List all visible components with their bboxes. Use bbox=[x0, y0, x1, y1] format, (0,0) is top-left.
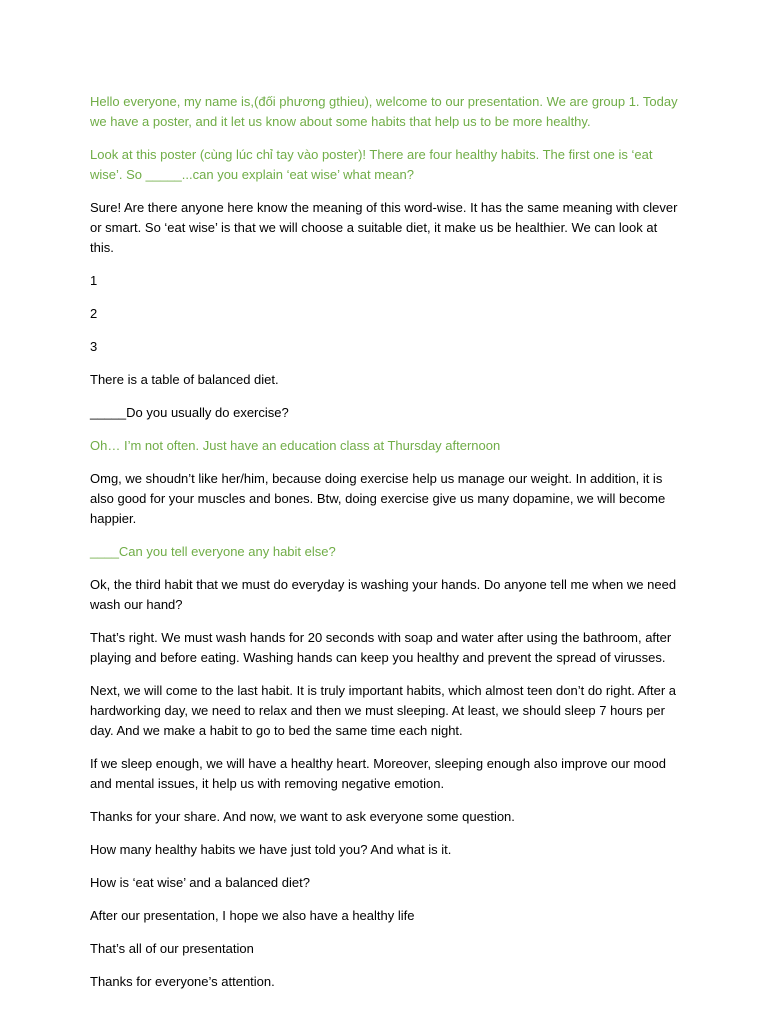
paragraph-exercise-answer: Oh… I’m not often. Just have an education class at Thursday afternoon bbox=[90, 438, 501, 453]
paragraph-question-1: How many healthy habits we have just told you? And what is it. bbox=[90, 842, 452, 857]
paragraph-wash-hands: Ok, the third habit that we must do everyday is washing your hands. Do anyone tell me when we need wash our hand? bbox=[90, 577, 677, 612]
list-number-3: 3 bbox=[90, 339, 98, 354]
document-body bbox=[90, 92, 682, 1005]
paragraph-exercise-benefits: Omg, we shoudn’t like her/him, because doing exercise help us manage our weight. In addition, it is also good for your muscles and bones. Btw, doing exercise give us many dopamine, we will become happier. bbox=[90, 471, 666, 526]
paragraph-exercise-question: _____Do you usually do exercise? bbox=[90, 405, 289, 420]
paragraph-sleep-benefits: If we sleep enough, we will have a healthy heart. Moreover, sleeping enough also improve our mood and mental issues, it help us with removing negative emotion. bbox=[90, 756, 666, 791]
paragraph-thats-all: That’s all of our presentation bbox=[90, 941, 254, 956]
paragraph-thanks: Thanks for everyone’s attention. bbox=[90, 974, 275, 989]
paragraph-sleep: Next, we will come to the last habit. It is truly important habits, which almost teen don’t do right. After a hardworking day, we need to relax and then we must sleeping. At least, we should sleep 7 hours per day. And we make a habit to go to bed the same time each night. bbox=[90, 683, 676, 738]
paragraph-intro: Hello everyone, my name is,(đối phương gthieu), welcome to our presentation. We are group 1. Today we have a poster, and it let us know about some habits that help us to be more healthy. bbox=[90, 94, 678, 129]
paragraph-balanced-diet: There is a table of balanced diet. bbox=[90, 372, 279, 387]
paragraph-questions-intro: Thanks for your share. And now, we want to ask everyone some question. bbox=[90, 809, 515, 824]
paragraph-eat-wise: Sure! Are there anyone here know the meaning of this word-wise. It has the same meaning with clever or smart. So ‘eat wise’ is that we will choose a suitable diet, it make us be healthier. We can look at this. bbox=[90, 200, 678, 255]
list-number-2: 2 bbox=[90, 306, 98, 321]
paragraph-question-2: How is ‘eat wise’ and a balanced diet? bbox=[90, 875, 310, 890]
paragraph-poster: Look at this poster (cùng lúc chỉ tay vào poster)! There are four healthy habits. The first one is ‘eat wise’. So _____...can you explain ‘eat wise’ what mean? bbox=[90, 147, 653, 182]
paragraph-habit-else: ____Can you tell everyone any habit else? bbox=[90, 544, 336, 559]
paragraph-wash-details: That’s right. We must wash hands for 20 seconds with soap and water after using the bathroom, after playing and before eating. Washing hands can keep you healthy and prevent the spread of virusses. bbox=[90, 630, 672, 665]
list-number-1: 1 bbox=[90, 273, 98, 288]
paragraph-hope: After our presentation, I hope we also have a healthy life bbox=[90, 908, 415, 923]
